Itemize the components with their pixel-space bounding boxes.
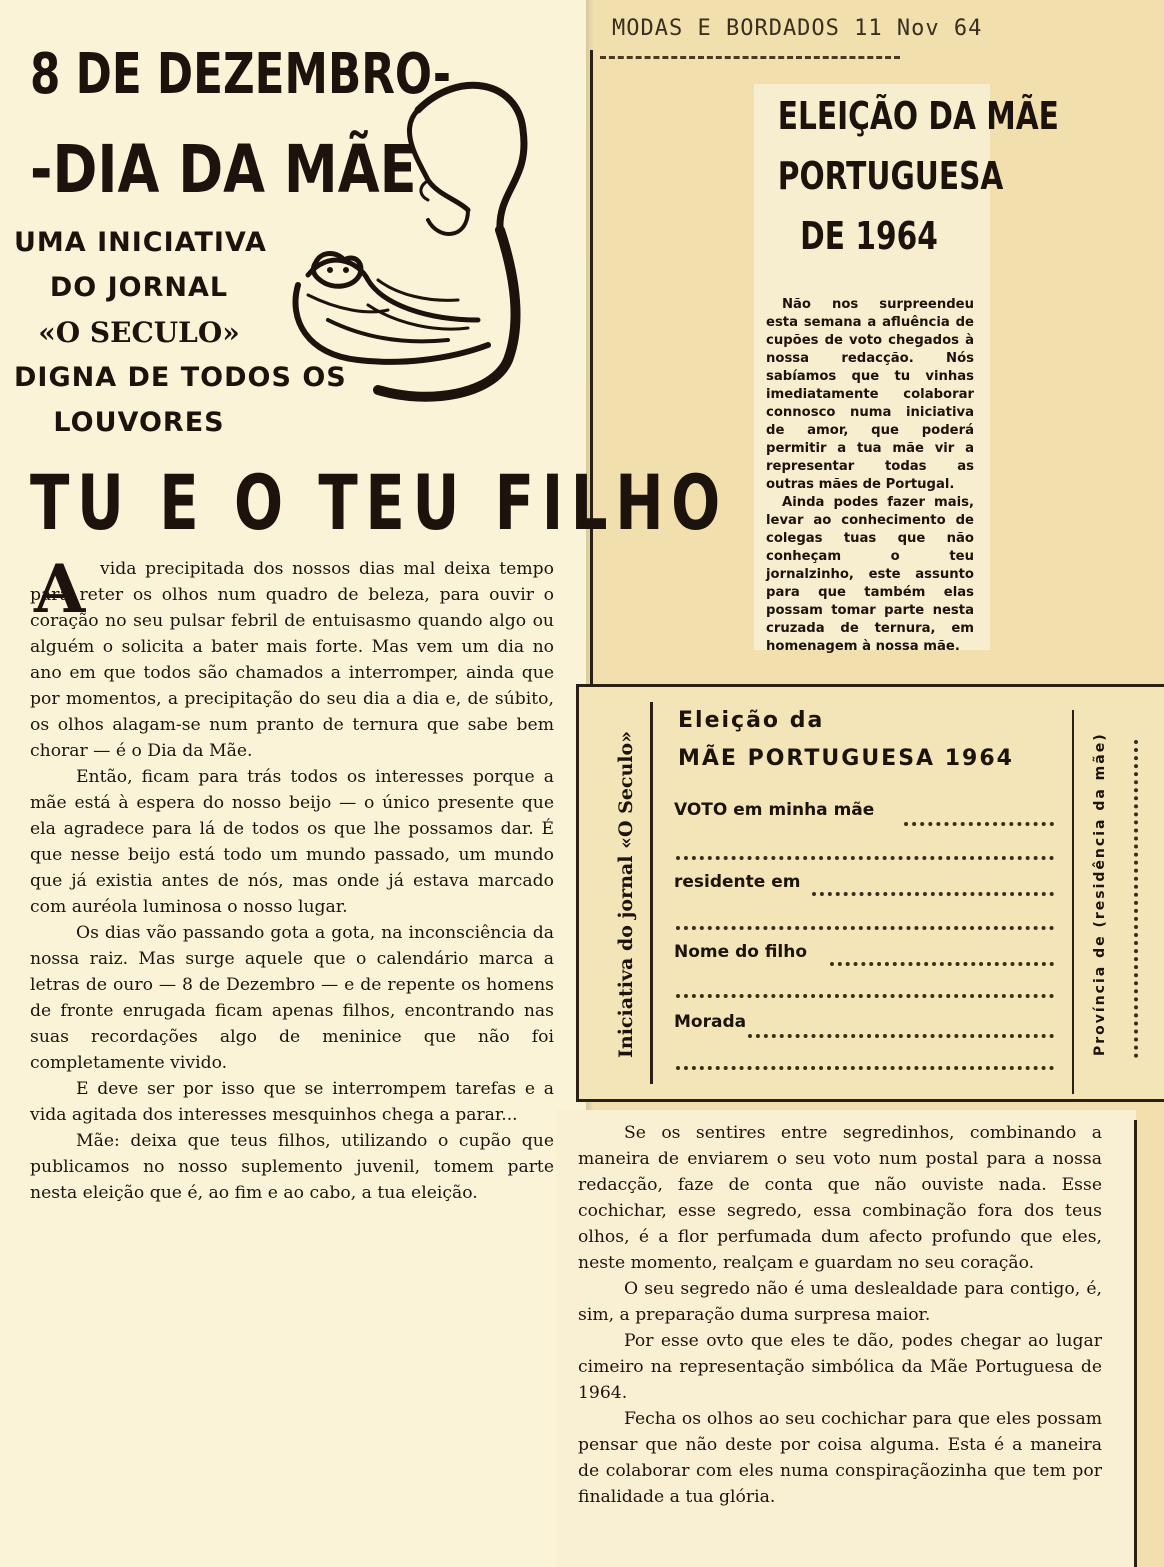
subheadline [14,220,347,445]
clip-paragraph: Não nos surpreendeu esta semana a afluência de cupões de voto chegados à nossa redacção. Nós sabíamos que tu vinhas imediatamente colaborar connosco numa iniciativa de amor, que poderá permitir a tua mãe vir a representar todas as outras mães de Portugal. [766,297,974,492]
article-title: TU E O TEU FILHO [30,458,728,547]
coupon-dotted-line[interactable] [676,1066,1054,1070]
election-clipping-title [777,86,1059,266]
clipping-border [1134,1120,1137,1567]
coupon-province-label [1090,722,1120,1062]
election-clipping-body [766,296,974,656]
coupon-field-residente: residente em [674,872,801,892]
subhead-line: UMA INICIATIVA [14,227,267,258]
subhead-line: LOUVORES [53,407,225,438]
subhead-line: DIGNA DE TODOS OS [14,362,347,393]
left-article-body [30,550,554,1206]
subhead-line: DO JORNAL [49,272,229,303]
coupon-title [678,702,1014,778]
coupon-dotted-line[interactable] [830,962,1054,966]
coupon-dotted-line[interactable] [812,892,1054,896]
column-rule [590,50,593,690]
coupon-field-nome-filho: Nome do filho [674,942,808,962]
coupon-side-label [585,722,645,1058]
coupon-title-line: Eleição da [678,708,825,733]
secret-clipping-body [578,1120,1102,1510]
clip-title-line: DE 1964 [800,214,938,258]
coupon-field-morada: Morada [674,1012,747,1032]
coupon-side-text: Iniciativa do jornal «O Seculo» [615,730,637,1058]
coupon-dotted-line[interactable] [676,926,1054,930]
clip-paragraph: Se os sentires entre segredinhos, combinando a maneira de enviarem o seu voto num postal para a nossa redacção, faze de conta que não ouviste nada. Esse cochichar, esse segredo, essa combinação fora dos teus olhos, é a flor perfumada dum afecto profundo que eles, neste momento, realçam e guardam no seu coração. [578,1123,1102,1273]
clip-paragraph: O seu segredo não é uma deslealdade para contigo, é, sim, a preparação duma surpresa maior. [578,1279,1102,1325]
coupon-dotted-line[interactable] [676,856,1054,860]
headline-date: 8 DE DEZEMBRO- [30,42,451,107]
article-paragraph: vida precipitada dos nossos dias mal deixa tempo para reter os olhos num quadro de beleza, para ouvir o coração no seu pulsar febril de entuisasmo quando algo ou alguém o solicita a bater mais forte. Mas vem um dia no ano em que todos são chamados a interromper, ainda que por momentos, a precipitação do seu dia a dia e, de súbito, os olhos alagam-se num pranto de ternura que sabe bem chorar — é o Dia da Mãe. [30,559,554,761]
article-paragraph: E deve ser por isso que se interrompem tarefas e a vida agitada dos interesses mesquinhos chega a parar... [30,1079,554,1125]
drop-cap: A [34,550,86,628]
article-paragraph: Mãe: deixa que teus filhos, utilizando o cupão que publicamos no nosso suplemento juvenil, tomem parte nesta eleição que é, ao fim e ao cabo, a tua eleição. [30,1131,554,1203]
source-line: MODAS E BORDADOS 11 Nov 64 [612,16,983,41]
coupon-divider [1072,710,1074,1094]
article-paragraph: Então, ficam para trás todos os interesses porque a mãe está à espera do nosso beijo — o único presente que ela agradece para lá de todos os que lhe possamos dar. É que nesse beijo está todo um mundo passado, um mundo que já existia antes de nós, mas onde já estava marcado com auréola luminosa o nosso lugar. [30,767,554,917]
coupon-dotted-line[interactable] [1134,740,1138,1058]
coupon-dotted-line[interactable] [748,1034,1054,1038]
mother-and-child-drawing-icon [268,70,548,410]
coupon-title-line: MÃE PORTUGUESA 1964 [678,746,1014,771]
coupon-field-voto: VOTO em minha mãe [674,800,875,820]
clip-paragraph: Fecha os olhos ao seu cochichar para que eles possam pensar que não deste por coisa alguma. Esta é a maneira de colaborar com eles numa conspiraçãozinha que tem por finalidade a tua glória. [578,1409,1102,1507]
clip-title-line: PORTUGUESA [777,154,1004,198]
clip-paragraph: Por esse ovto que eles te dão, podes chegar ao lugar cimeiro na representação simbólica da Mãe Portuguesa de 1964. [578,1331,1102,1403]
clip-paragraph: Ainda podes fazer mais, levar ao conhecimento de colegas tuas que não conheçam o teu jornalzinho, este assunto para que também elas possam tomar parte nesta cruzada de ternura, em homenagem à nossa mãe. [766,495,974,654]
coupon-dotted-line[interactable] [904,822,1054,826]
header-dashed-divider [600,56,900,59]
article-paragraph: Os dias vão passando gota a gota, na inconsciência da nossa raiz. Mas surge aquele que o calendário marca a letras de ouro — 8 de Dezembro — e de repente os homens de fronte enrugada ficam apenas filhos, encontrando nas suas recordações algo de meninice que não foi completamente vivido. [30,923,554,1073]
coupon-dotted-line[interactable] [676,994,1054,998]
clip-title-line: ELEIÇÃO DA MÃE [777,94,1059,138]
headline-dia-da-mae: -DIA DA MÃE [30,131,417,208]
coupon-province-text: Província de (residência da mãe) [1092,732,1108,1056]
subhead-newspaper-name: «O SECULO» [38,316,240,349]
coupon-divider [650,702,653,1084]
